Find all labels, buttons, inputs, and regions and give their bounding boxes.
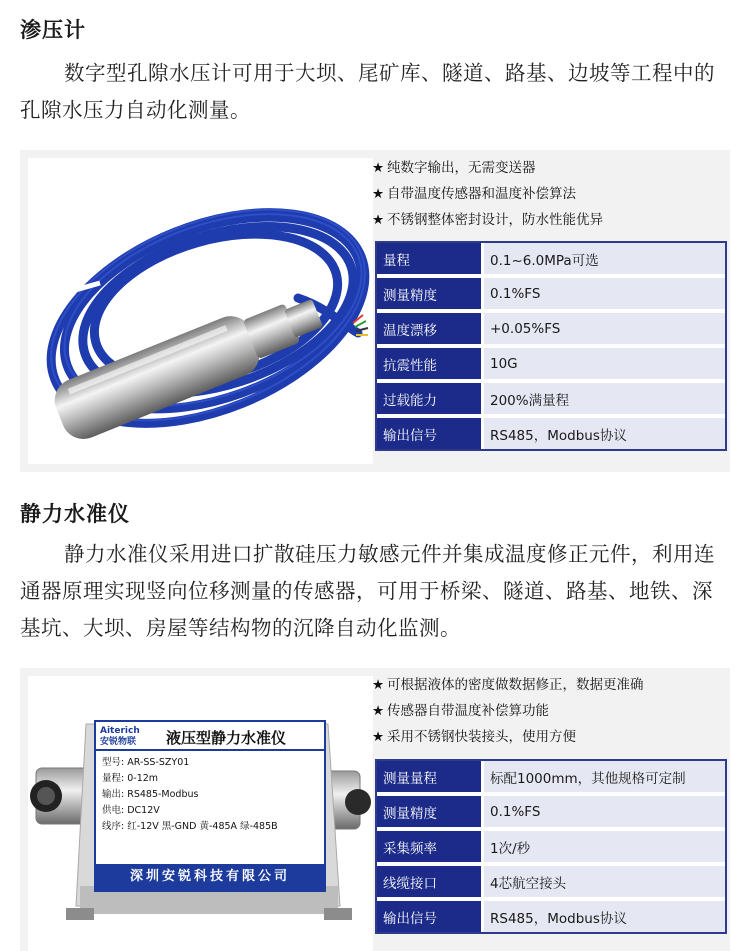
table-row xyxy=(377,796,725,831)
spec-label: 过载能力 xyxy=(377,383,481,418)
piezometer-spec-table xyxy=(375,241,727,451)
device-product-name: 液压型静力水准仪 xyxy=(166,729,287,747)
level-gauge-product-panel xyxy=(20,668,730,951)
table-row xyxy=(377,761,725,796)
spec-value: 10G xyxy=(481,348,725,383)
feature-item: ★ 自带温度传感器和温度补偿算法 xyxy=(372,181,603,207)
piezometer-image xyxy=(28,158,373,464)
table-row xyxy=(377,866,725,901)
table-row xyxy=(377,831,725,866)
piezometer-photo xyxy=(28,158,373,464)
table-row xyxy=(377,348,725,383)
spec-label: 输出信号 xyxy=(377,418,481,449)
piezometer-product-panel xyxy=(20,150,730,472)
spec-value: RS485，Modbus协议 xyxy=(481,418,725,449)
level-gauge-feature-list xyxy=(372,672,644,750)
level-gauge-spec-table xyxy=(375,759,727,934)
spec-label: 量程 xyxy=(377,243,481,278)
feature-item: ★ 传感器自带温度补偿算功能 xyxy=(372,698,644,724)
table-row xyxy=(377,418,725,449)
spec-label: 线缆接口 xyxy=(377,866,481,901)
feature-item: ★ 可根据液体的密度做数据修正，数据更准确 xyxy=(372,672,644,698)
spec-value: 0.1%FS xyxy=(481,278,725,313)
brand-logo: Aiterich 安锐物联 xyxy=(100,726,140,747)
piezometer-feature-list xyxy=(372,155,603,233)
star-icon: ★ xyxy=(372,186,385,202)
spec-value: 标配1000mm，其他规格可定制 xyxy=(481,761,725,796)
spec-value: 200%满量程 xyxy=(481,383,725,418)
feature-item: ★ 采用不锈钢快装接头，使用方便 xyxy=(372,724,644,750)
spec-value: 1次/秒 xyxy=(481,831,725,866)
spec-value: +0.05%FS xyxy=(481,313,725,348)
star-icon: ★ xyxy=(372,703,385,719)
spec-label: 输出信号 xyxy=(377,901,481,932)
table-row xyxy=(377,383,725,418)
feature-item: ★ 纯数字输出，无需变送器 xyxy=(372,155,603,181)
star-icon: ★ xyxy=(372,212,385,228)
spec-label: 测量精度 xyxy=(377,278,481,313)
spec-label: 温度漂移 xyxy=(377,313,481,348)
section-title-level-gauge: 静力水准仪 xyxy=(20,502,130,526)
star-icon: ★ xyxy=(372,160,385,176)
spec-value: 0.1~6.0MPa可选 xyxy=(481,243,725,278)
table-row xyxy=(377,313,725,348)
star-icon: ★ xyxy=(372,677,385,693)
table-row xyxy=(377,243,725,278)
spec-label: 采集频率 xyxy=(377,831,481,866)
spec-label: 抗震性能 xyxy=(377,348,481,383)
device-spec-lines: 型号: AR-SS-SZY01 量程: 0-12m 输出: RS485-Modbus 供电: DC12V 线序: 红-12V 黑-GND 黄-485A 绿-485B xyxy=(102,757,278,832)
level-gauge-description: 静力水准仪采用进口扩散硅压力敏感元件并集成温度修正元件，利用连通器原理实现竖向位移测量的传感器，可用于桥梁、隧道、路基、地铁、深基坑、大坝、房屋等结构物的沉降自动化监测。 xyxy=(20,542,715,640)
feature-item: ★ 不锈钢整体密封设计，防水性能优异 xyxy=(372,207,603,233)
star-icon: ★ xyxy=(372,729,385,745)
spec-label: 测量精度 xyxy=(377,796,481,831)
device-company-bar: 深圳安锐科技有限公司 xyxy=(96,864,324,890)
spec-value: RS485，Modbus协议 xyxy=(481,901,725,932)
table-row xyxy=(377,278,725,313)
spec-value: 4芯航空接头 xyxy=(481,866,725,901)
spec-value: 0.1%FS xyxy=(481,796,725,831)
table-row xyxy=(377,901,725,932)
level-gauge-image xyxy=(28,676,373,951)
spec-label: 测量量程 xyxy=(377,761,481,796)
level-gauge-photo xyxy=(28,676,373,951)
piezometer-description: 数字型孔隙水压计可用于大坝、尾矿库、隧道、路基、边坡等工程中的孔隙水压力自动化测量。 xyxy=(20,61,715,122)
section-title-piezometer: 渗压计 xyxy=(20,18,86,42)
device-label-plate xyxy=(94,720,326,892)
